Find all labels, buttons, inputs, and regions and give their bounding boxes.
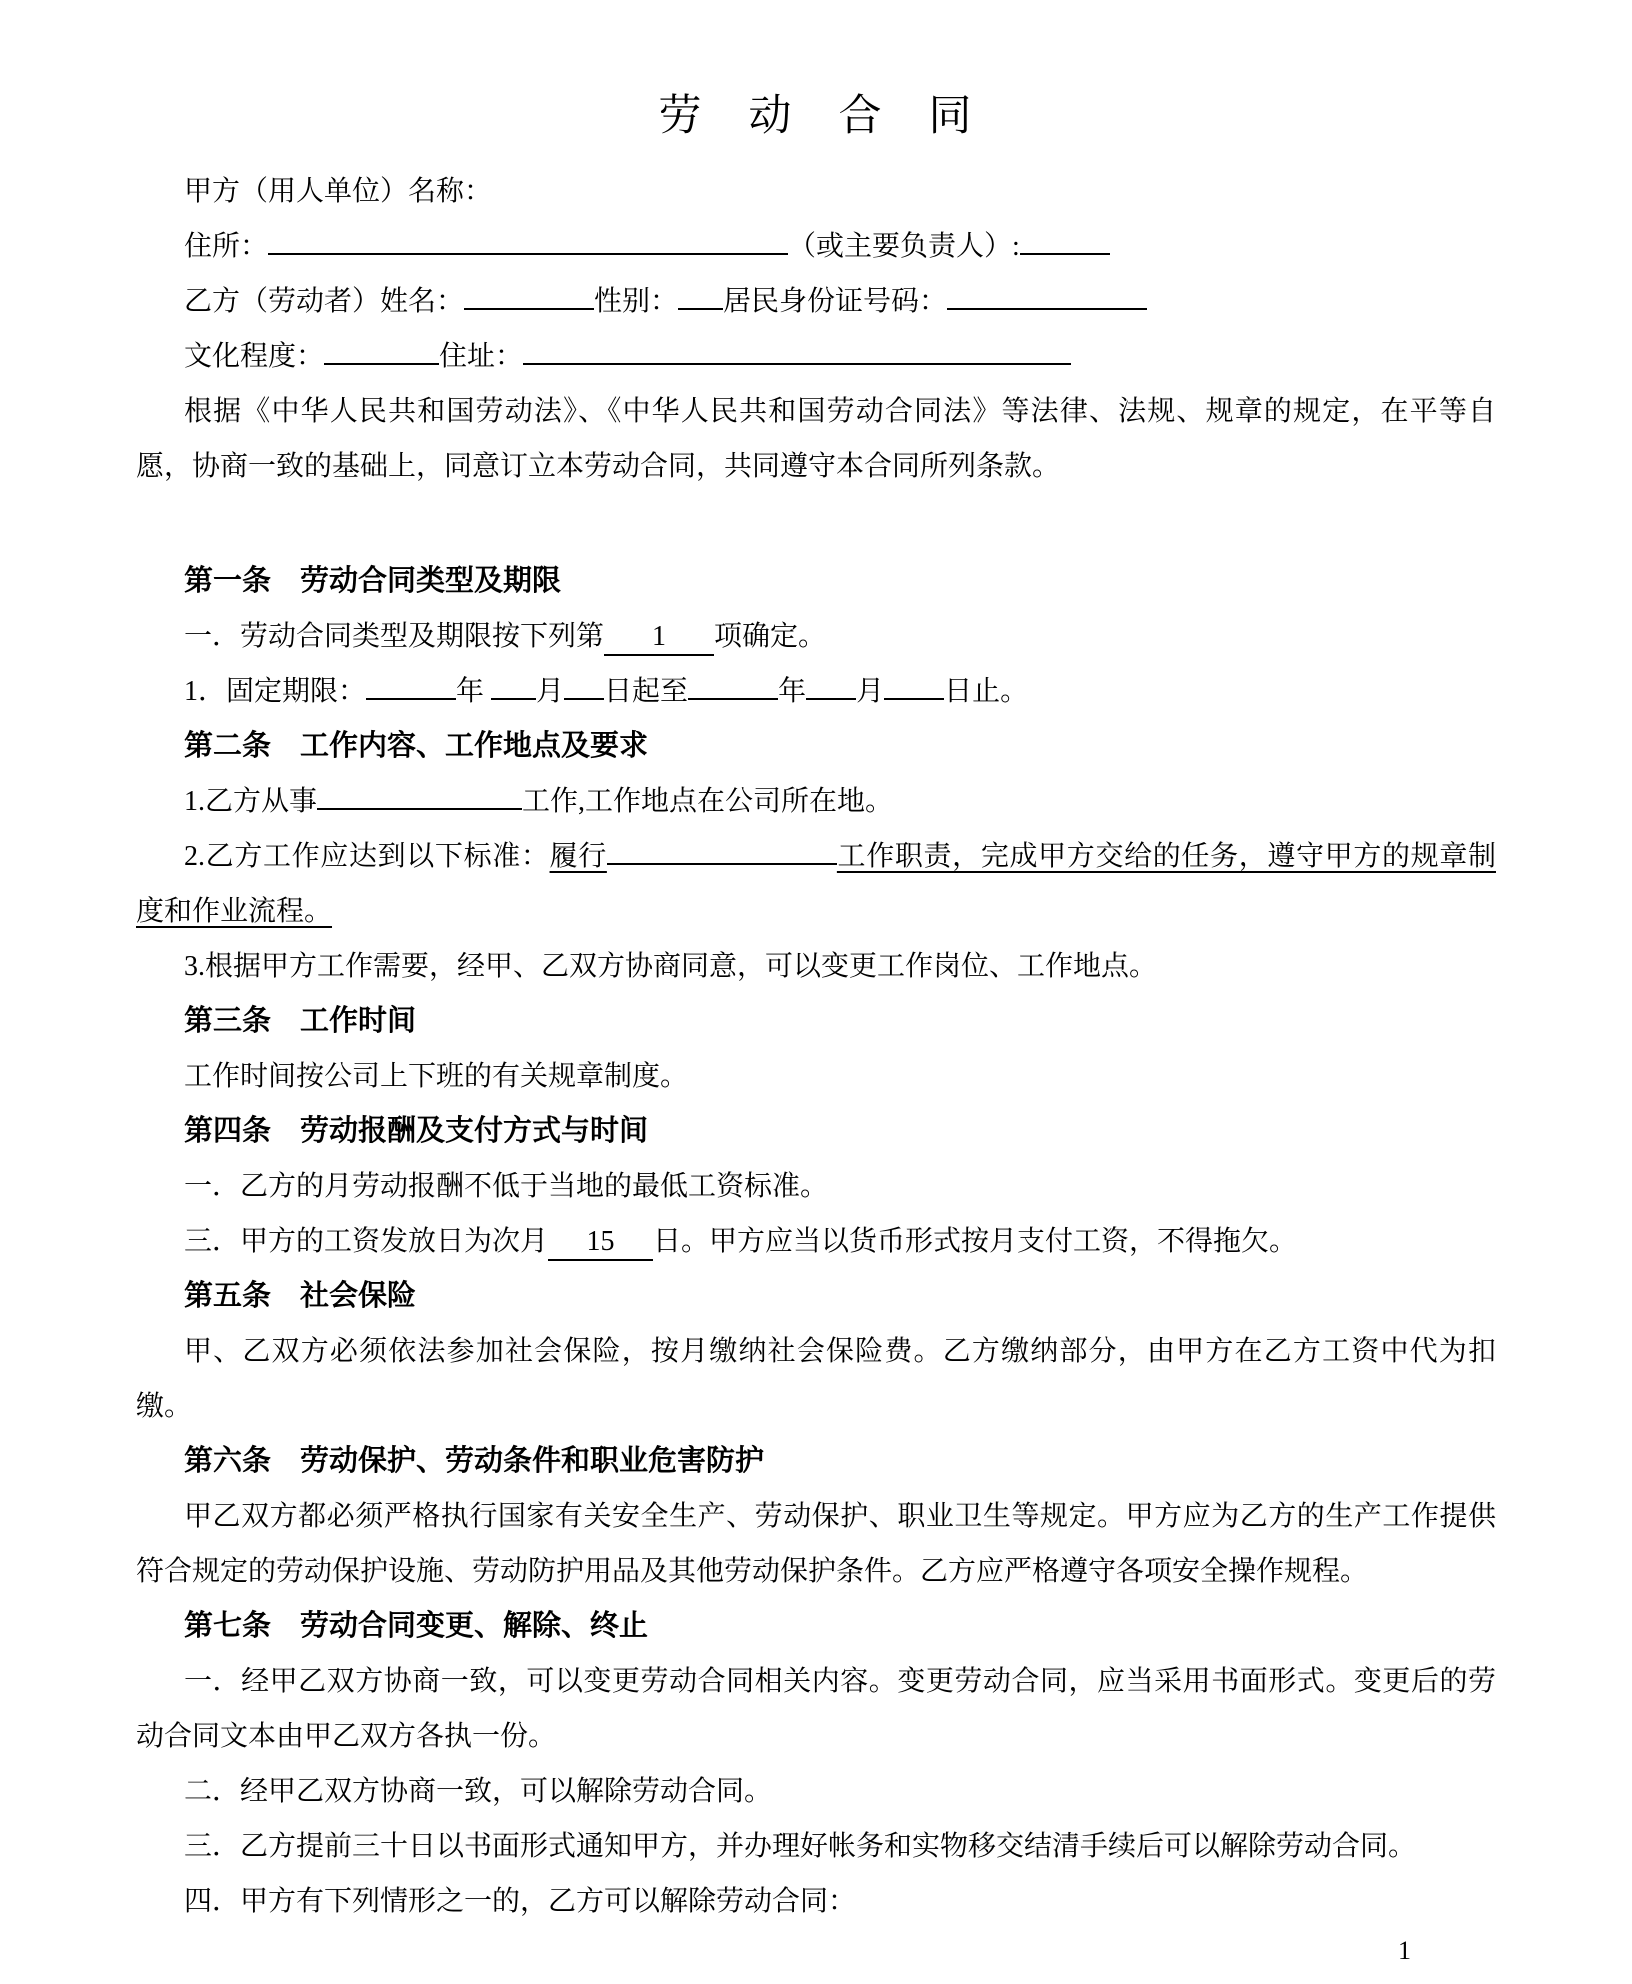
education-blank (324, 335, 439, 365)
term-unit-month1: 月 (536, 676, 565, 707)
job-title-blank (317, 780, 522, 810)
gender-label: 性别： (594, 286, 679, 317)
article7-clause1-paragraph: 一．经甲乙双方协商一致，可以变更劳动合同相关内容。变更劳动合同，应当采用书面形式。变更后的劳动合同文本由甲乙双方各执一份。 (136, 1666, 1496, 1752)
article7-heading: 第七条 劳动合同变更、解除、终止 (184, 1610, 649, 1642)
article2-clause2-underlined-2: 工作职责，完成甲方交给的任务，遵守甲方的规章制度和作业流程。 (136, 841, 1496, 927)
address-label: 住址： (439, 341, 524, 372)
salary-day-value: 15 (586, 1226, 615, 1257)
page-number: 1 (1398, 1936, 1411, 1965)
party-a-name-line (136, 164, 1496, 219)
party-b-name-label: 乙方（劳动者）姓名： (184, 286, 465, 317)
residence-line (136, 219, 1496, 274)
article2-heading: 第二条 工作内容、工作地点及要求 (184, 730, 649, 762)
contract-type-option-blank (604, 622, 714, 656)
start-year-blank (366, 670, 456, 700)
article5-clause1-paragraph: 甲、乙双方必须依法参加社会保险，按月缴纳社会保险费。乙方缴纳部分，由甲方在乙方工资中代为扣缴。 (136, 1336, 1496, 1422)
article3-heading: 第三条 工作时间 (184, 1005, 417, 1037)
id-number-blank (947, 280, 1147, 310)
term-unit-month2: 月 (856, 676, 885, 707)
blank-line-spacer (136, 494, 1496, 554)
term-unit-year2: 年 (778, 676, 807, 707)
article7-clause4-line: 四．甲方有下列情形之一的，乙方可以解除劳动合同： (184, 1886, 857, 1917)
article7-clause3-line: 三．乙方提前三十日以书面形式通知甲方，并办理好帐务和实物移交结清手续后可以解除劳动合同。 (184, 1831, 1417, 1862)
article2-clause2-underlined-1: 履行 (549, 841, 607, 872)
term-unit-from: 日起至 (604, 676, 689, 707)
principal-blank (1020, 225, 1110, 255)
party-b-name-blank (464, 280, 594, 310)
article3-clause1-line: 工作时间按公司上下班的有关规章制度。 (184, 1061, 689, 1092)
residence-label: 住所： (184, 231, 269, 262)
end-day-blank (884, 670, 944, 700)
article2-clause2-paragraph (136, 829, 1496, 939)
contract-type-option-value: 1 (652, 621, 667, 652)
article7-clause2-line: 二．经甲乙双方协商一致，可以解除劳动合同。 (184, 1776, 773, 1807)
preamble-paragraph: 根据《中华人民共和国劳动法》、《中华人民共和国劳动合同法》等法律、法规、规章的规定，在平等自愿，协商一致的基础上，同意订立本劳动合同，共同遵守本合同所列条款。 (136, 396, 1496, 482)
education-line (136, 329, 1496, 384)
article1-clause1-pre: 一．劳动合同类型及期限按下列第 (184, 621, 605, 652)
document-title: 劳 动 合 同 (658, 93, 974, 140)
article1-clause1-line (136, 609, 1496, 664)
article5-heading: 第五条 社会保险 (184, 1280, 417, 1312)
article2-clause1-line (136, 774, 1496, 829)
document-content (136, 0, 1496, 1929)
gender-blank (678, 280, 723, 310)
start-month-blank (491, 670, 536, 700)
article6-heading: 第六条 劳动保护、劳动条件和职业危害防护 (184, 1445, 765, 1477)
education-label: 文化程度： (184, 341, 325, 372)
party-b-line (136, 274, 1496, 329)
article2-clause1-post: 工作,工作地点在公司所在地。 (522, 786, 894, 817)
article1-clause2-line (136, 664, 1496, 719)
end-month-blank (806, 670, 856, 700)
article2-clause2-pre: 2.乙方工作应达到以下标准： (184, 841, 550, 872)
fixed-term-label: 1．固定期限： (184, 676, 367, 707)
article1-heading: 第一条 劳动合同类型及期限 (184, 565, 562, 597)
party-a-name-label: 甲方（用人单位）名称： (184, 176, 493, 207)
article4-clause2-pre: 三．甲方的工资发放日为次月 (184, 1226, 549, 1257)
article6-clause1-paragraph: 甲乙双方都必须严格执行国家有关安全生产、劳动保护、职业卫生等规定。甲方应为乙方的生产工作提供符合规定的劳动保护设施、劳动防护用品及其他劳动保护条件。乙方应严格遵守各项安全操作规程。 (136, 1501, 1496, 1587)
article4-clause2-line (136, 1214, 1496, 1269)
article1-clause1-post: 项确定。 (714, 621, 827, 652)
salary-day-blank (548, 1227, 653, 1261)
address-blank (523, 335, 1071, 365)
term-unit-until: 日止。 (944, 676, 1029, 707)
article4-clause1-line: 一．乙方的月劳动报酬不低于当地的最低工资标准。 (184, 1171, 829, 1202)
term-unit-year1: 年 (456, 676, 485, 707)
residence-blank (268, 225, 788, 255)
or-principal-label: （或主要负责人）: (788, 231, 1020, 262)
end-year-blank (688, 670, 778, 700)
article2-clause1-pre: 1.乙方从事 (184, 786, 318, 817)
article2-clause3-paragraph: 3.根据甲方工作需要，经甲、乙双方协商同意，可以变更工作岗位、工作地点。 (184, 951, 1158, 982)
article4-heading: 第四条 劳动报酬及支付方式与时间 (184, 1115, 649, 1147)
job-duty-blank (607, 835, 837, 865)
article4-clause2-post: 日。甲方应当以货币形式按月支付工资，不得拖欠。 (653, 1226, 1298, 1257)
start-day-blank (564, 670, 604, 700)
id-number-label: 居民身份证号码： (723, 286, 948, 317)
